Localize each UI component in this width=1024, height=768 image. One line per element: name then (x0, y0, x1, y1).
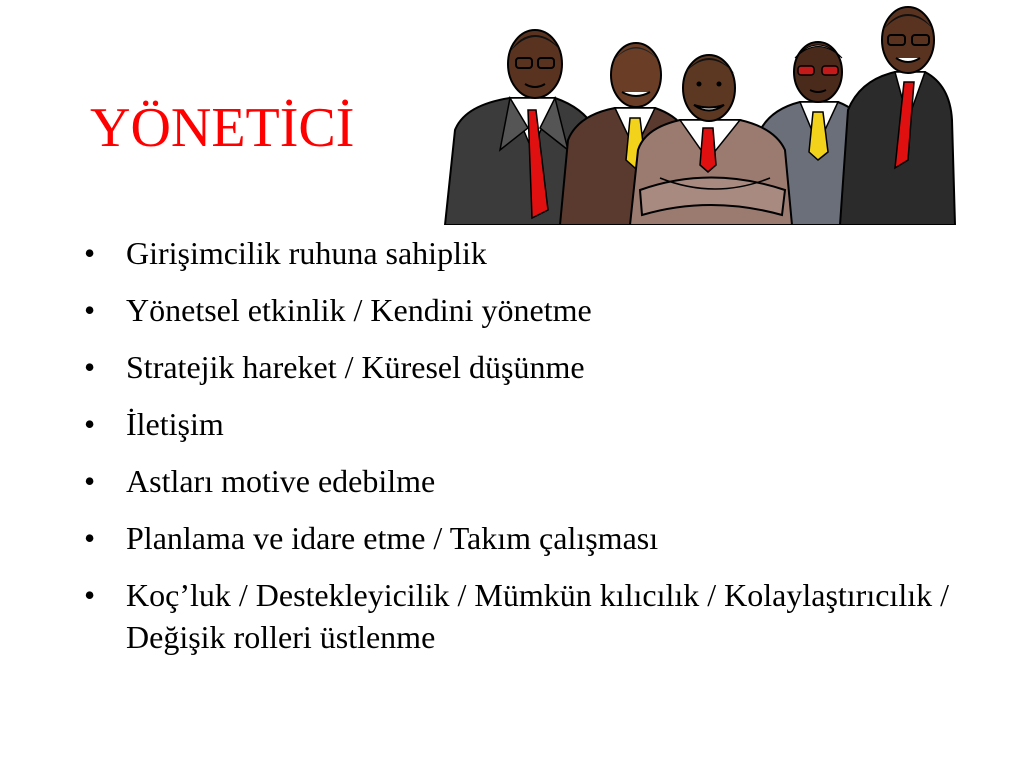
list-item (80, 574, 960, 658)
list-item (80, 232, 960, 274)
bullet-text: Koç’luk / Destekleyicilik / Mümkün kılıcılık / Kolaylaştırıcılık / Değişik rolleri üstlenme (126, 577, 949, 655)
bullet-icon: • (84, 577, 96, 613)
bullet-text: Astları motive edebilme (126, 463, 436, 499)
list-item (80, 517, 960, 559)
businessmen-group-clipart (440, 0, 960, 225)
bullet-text: Girişimcilik ruhuna sahiplik (126, 235, 487, 271)
list-item (80, 403, 960, 445)
bullet-icon: • (84, 292, 96, 328)
bullet-icon: • (84, 349, 96, 385)
businessman-5 (840, 7, 955, 225)
bullet-list (80, 232, 960, 673)
bullet-icon: • (84, 463, 96, 499)
bullet-text: Planlama ve idare etme / Takım çalışması (126, 520, 659, 556)
bullet-icon: • (84, 235, 96, 271)
slide-title: YÖNETİCİ (90, 97, 355, 159)
list-item (80, 346, 960, 388)
bullet-text: Stratejik hareket / Küresel düşünme (126, 349, 585, 385)
bullet-icon: • (84, 520, 96, 556)
list-item (80, 289, 960, 331)
bullet-icon: • (84, 406, 96, 442)
list-item (80, 460, 960, 502)
bullet-text: İletişim (126, 406, 224, 442)
bullet-text: Yönetsel etkinlik / Kendini yönetme (126, 292, 592, 328)
